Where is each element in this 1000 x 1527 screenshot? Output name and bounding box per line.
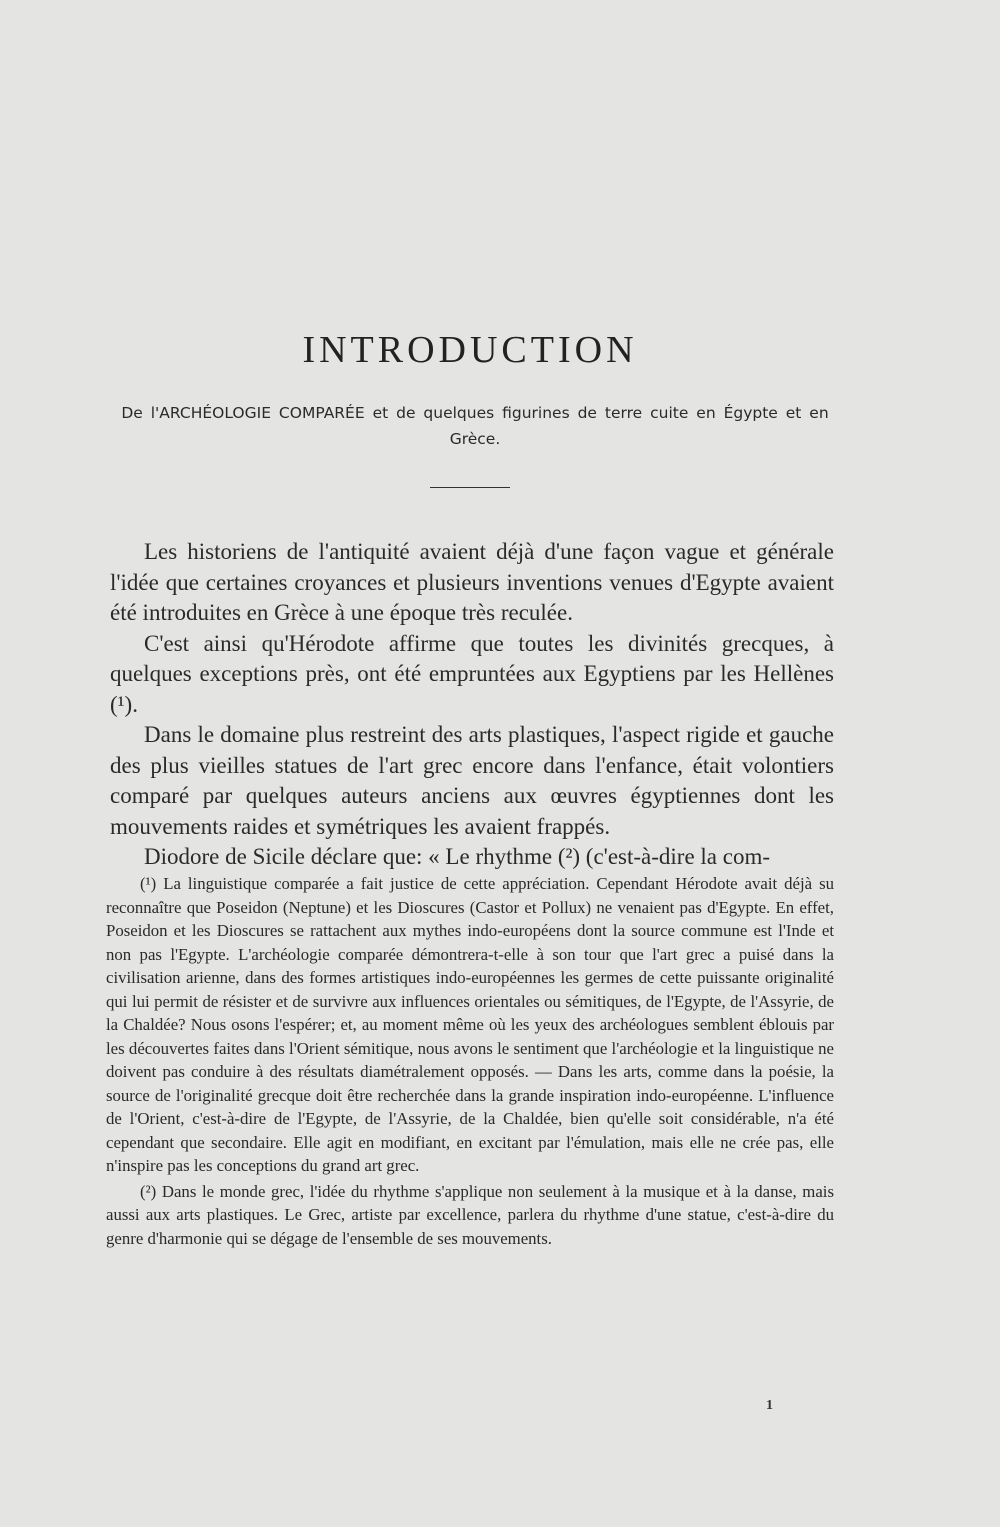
body-paragraph: Dans le domaine plus restreint des arts plastiques, l'aspect rigide et gauche des plus vieilles statues de l'art grec encore dans l'enfance, était volontiers comparé par quelques auteurs anciens aux œuvres égyptiennes dont les mouvements raides et symétriques les avaient frappés.: [110, 722, 834, 839]
body-text: [110, 537, 834, 873]
footnote-text: Dans le monde grec, l'idée du rhythme s'applique non seulement à la musique et à la danse, mais aussi aux arts plastiques. Le Grec, artiste par excellence, parlera du rhythme d'une statue, c'est-à-dire du genre d'harmonie qui se dégage de l'ensemble de ses mouvements.: [106, 1181, 834, 1248]
page-number: 1: [766, 1398, 773, 1413]
subtitle: De l'ARCHÉOLOGIE COMPARÉE et de quelques figurines de terre cuite en Égypte et en Grèce.: [121, 404, 829, 448]
footnotes: [106, 872, 834, 1252]
body-paragraph: Les historiens de l'antiquité avaient déjà d'une façon vague et générale l'idée que certaines croyances et plusieurs inventions venues d'Egypte avaient été introduites en Grèce à une époque très reculée.: [110, 539, 834, 625]
title-divider: [430, 487, 510, 488]
body-paragraph-text: Diodore de Sicile déclare que: « Le rhythme (²) (c'est-à-dire la com-: [144, 844, 771, 869]
footnote-1: [106, 872, 834, 1178]
footnote-marker: (²): [140, 1181, 157, 1201]
footnote-text: La linguistique comparée a fait justice de cette appréciation. Cependant Hérodote avait déjà su reconnaître que Poseidon (Neptune) et les Dioscures (Castor et Pollux) ne venaient pas d'Egypte. En effet, Poseidon et les Dioscures se rattachent aux mythes indo-européens dont la source commune est l'Inde et non pas l'Egypte. L'archéologie comparée démontrera-t-elle à son tour que l'art grec a puisé dans la civilisation arienne, dans des formes artistiques indo-européennes les germes de cette puissante originalité qui lui permit de résister et de survivre aux influences orientales ou sémitiques, de l'Egypte, de l'Assyrie, de la Chaldée? Nous osons l'espérer; et, au moment même où les yeux des archéologues semblent éblouis par les découvertes faites dans l'Orient sémitique, nous avons le sentiment que l'archéologie et la linguistique ne doivent pas conduire à des résultats diamétralement opposés. — Dans les arts, comme dans la poésie, la source de l'originalité grecque doit être recherchée dans la grande inspiration indo-européenne. L'influence de l'Orient, c'est-à-dire de l'Egypte, de l'Assyrie, de la Chaldée, bien qu'elle soit considérable, n'a été cependant que secondaire. Elle agit en modifiant, en excitant par l'émulation, mais elle ne crée pas, elle n'inspire pas les conceptions du grand art grec.: [106, 874, 834, 1175]
body-paragraph: C'est ainsi qu'Hérodote affirme que toutes les divinités grecques, à quelques exceptions près, ont été empruntées aux Egyptiens par les Hellènes (¹).: [110, 630, 834, 717]
page-title: INTRODUCTION: [302, 329, 638, 371]
footnote-2: [106, 1180, 834, 1251]
body-paragraph: [110, 842, 834, 873]
footnote-marker: (¹): [140, 874, 157, 893]
